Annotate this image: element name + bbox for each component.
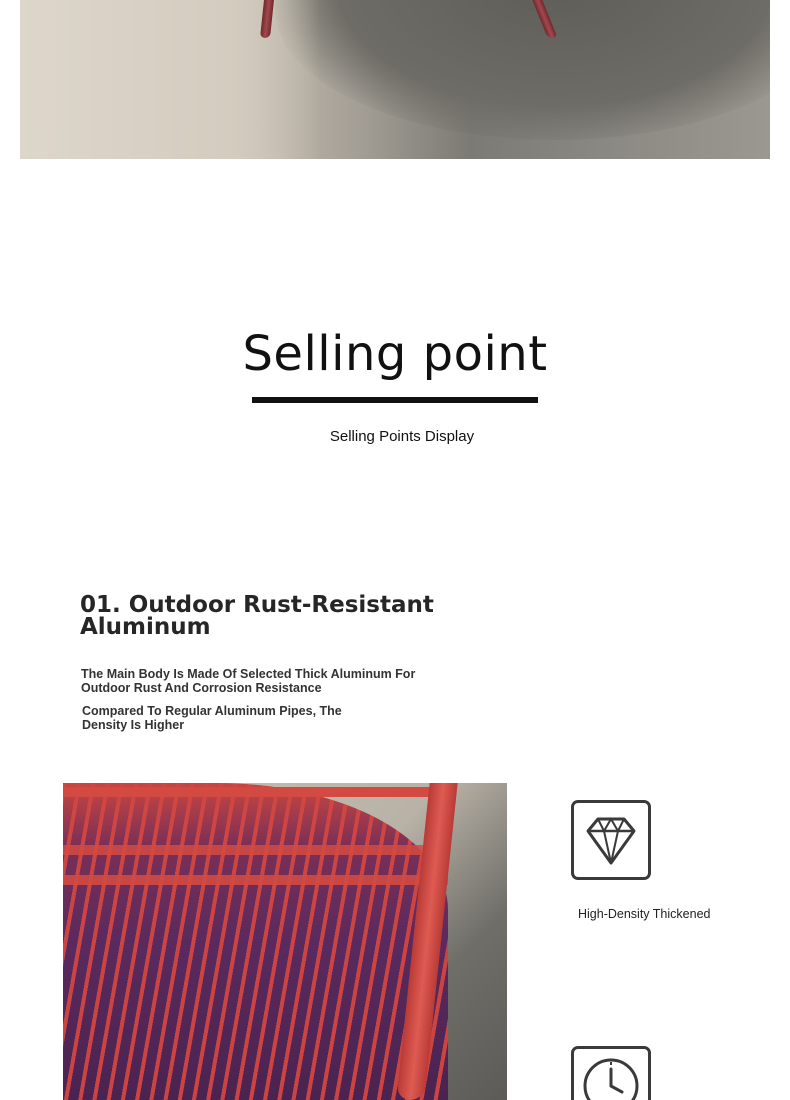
feature-description-secondary: Compared To Regular Aluminum Pipes, The Density Is Higher	[82, 704, 342, 732]
floor-light	[20, 0, 320, 159]
title-underline	[252, 397, 538, 403]
feature-description: The Main Body Is Made Of Selected Thick Aluminum For Outdoor Rust And Corrosion Resistance	[81, 667, 416, 695]
weave-band	[63, 845, 448, 855]
icon-label: High-Density Thickened	[578, 907, 711, 921]
section-subtitle: Selling Points Display	[329, 428, 475, 445]
clock-icon	[571, 1046, 651, 1100]
chair-weave	[63, 783, 448, 1100]
chair-shadow	[275, 0, 770, 140]
diamond-icon	[571, 800, 651, 880]
product-photo	[63, 783, 507, 1100]
weave-band	[63, 787, 448, 797]
section-title: Selling point	[242, 326, 548, 382]
feature-title: 01. Outdoor Rust-Resistant Aluminum	[80, 592, 434, 640]
weave-band	[63, 875, 448, 885]
hero-photo	[20, 0, 770, 159]
